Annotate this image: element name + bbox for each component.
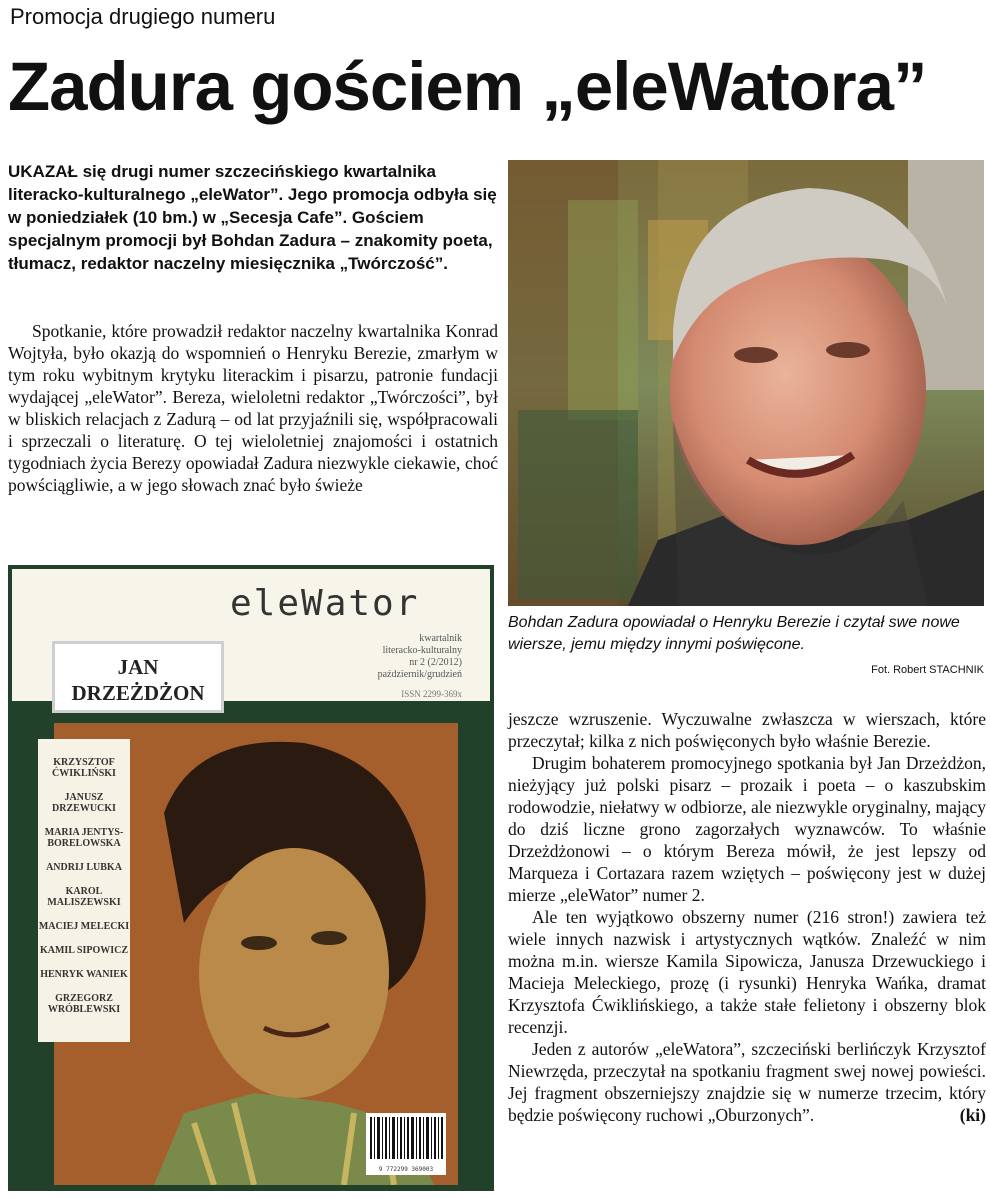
cover-months: październik/grudzień	[377, 669, 462, 680]
contributor-name: KAROL MALISZEWSKI	[47, 886, 121, 908]
contributor-name: MARIA JENTYS-BORELOWSKA	[44, 827, 124, 849]
cover-author-box	[52, 641, 224, 713]
magazine-cover	[8, 565, 494, 1191]
article-body-column-2	[508, 708, 986, 1126]
contributor-name: KRZYSZTOF ĆWIKLIŃSKI	[52, 757, 116, 779]
portrait-photo-image	[508, 160, 984, 606]
body-paragraph: Drugim bohaterem promocyjnego spotkania był Jan Drzeżdżon, nieżyjący już polski pisarz – prozaik i poeta – o kaszubskim rodowodzie, niełatwy w odbiorze, ale niezwykle oryginalny, mający do dziś liczne grono zagorzałych wyznawców. To właśnie Drzeżdżonowi – o którym Bereza mówił, że jest lepszy od Marqueza i Cortazara razem wziętych – poświęcony jest w dużej mierze „eleWator” numer 2.	[508, 753, 987, 905]
body-paragraph-text: Jeden z autorów „eleWatora”, szczeciński berlińczyk Krzysztof Niewrzęda, przeczytał na spotkaniu fragment swej nowej powieści. Jej fragment obszerniejszy znajdzie się w numerze trzecim, który będzie poświęcony ruchowi „Oburzonych”.	[508, 1039, 986, 1125]
contributor-name: ANDRIJ LUBKA	[46, 862, 122, 873]
cover-subtitle	[342, 633, 462, 681]
lead-text: UKAZAŁ się drugi numer szczecińskiego kwartalnika literacko-kulturalnego „eleWator”. Jego promocja odbyła się w poniedziałek (10 bm.) w „Secesja Cafe”. Gościem specjalnym promocji był Bohdan Zadura – znakomity poeta, tłumacz, redaktor naczelny miesięcznika „Twórczość”.	[8, 162, 497, 273]
cover-subtitle-line: kwartalnik	[419, 633, 462, 644]
contributor-name: KAMIL SIPOWICZ	[39, 945, 129, 956]
barcode-number: 9 772299 369003	[378, 1166, 434, 1173]
contributor-name: MACIEJ MELECKI	[38, 921, 130, 932]
kicker: Promocja drugiego numeru	[10, 4, 276, 29]
cover-barcode	[366, 1113, 446, 1175]
headline: Zadura gościem „eleWatora”	[8, 48, 927, 125]
photo-bohdan-zadura	[508, 160, 984, 606]
body-paragraph: Ale ten wyjątkowo obszerny numer (216 stron!) zawiera też wiele innych nazwisk i artystycznych wątków. Znaleźć w nim można m.in. wiersze Kamila Sipowicza, Janusza Drzewuckiego i Macieja Meleckiego, prozę (i rysunki) Henryka Wańka, dramat Krzysztofa Ćwiklińskiego, a także stałe felietony i obszerny blok recenzji.	[508, 907, 986, 1037]
article-body-column-1	[8, 320, 498, 496]
body-paragraph	[508, 1038, 986, 1126]
cover-subtitle-line: literacko-kulturalny	[382, 645, 462, 656]
photo-caption: Bohdan Zadura opowiadał o Henryku Berezie i czytał swe nowe wiersze, jemu między innymi poświęcone.	[508, 614, 960, 653]
cover-author-last: DRZEŻDŻON	[71, 681, 205, 705]
contributor-name: JANUSZ DRZEWUCKI	[52, 792, 116, 814]
photo-credit: Fot. Robert STACHNIK	[871, 664, 984, 676]
body-paragraph: jeszcze wzruszenie. Wyczuwalne zwłaszcza w wierszach, które przeczytał; kilka z nich poświęconych było właśnie Berezie.	[508, 709, 986, 751]
cover-contributors-list	[38, 739, 130, 1042]
contributor-name: HENRYK WANIEK	[40, 969, 128, 980]
body-paragraph: Spotkanie, które prowadził redaktor naczelny kwartalnika Konrad Wojtyła, było okazją do wspomnień o Henryku Berezie, zmarłym w tym roku wybitnym krytyku literackim i pisarzu, patronie fundacji wydającej „eleWator”. Bereza, wieloletni redaktor „Twórczości”, był w bliskich relacjach z Zadurą – od lat przyjaźnili się, współpracowali i sprzeczali o literaturę. O tej wieloletniej znajomości i ostatnich tygodniach życia Berezy opowiadał Zadura niezwykle ciekawie, choć powściągliwie, a w jego słowach znać było świeże	[8, 321, 498, 495]
cover-issue: nr 2 (2/2012)	[409, 657, 462, 668]
lead-paragraph	[8, 160, 498, 275]
cover-author-first: JAN	[117, 655, 159, 679]
cover-logo: eleWator	[230, 583, 420, 624]
contributor-name: GRZEGORZ WRÓBLEWSKI	[47, 993, 121, 1015]
author-signature: (ki)	[959, 1105, 986, 1125]
cover-issn: ISSN 2299-369x	[401, 689, 462, 699]
barcode-icon	[366, 1113, 446, 1163]
